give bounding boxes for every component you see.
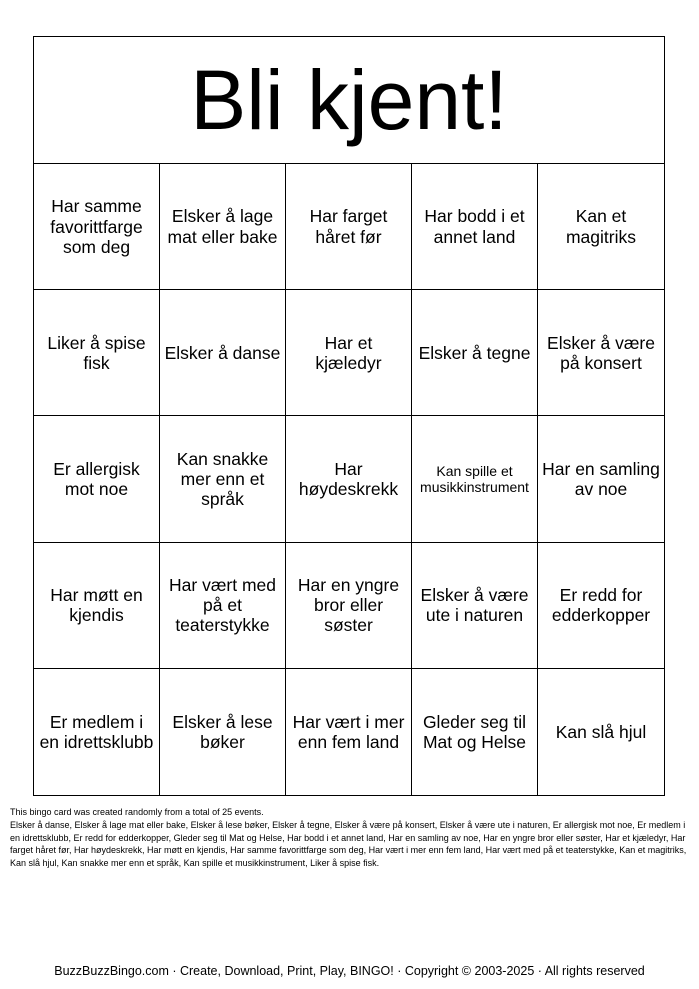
bingo-cell: Elsker å være ute i naturen	[412, 543, 538, 669]
bingo-cell: Har bodd i et annet land	[412, 164, 538, 290]
bingo-cell: Liker å spise fisk	[34, 290, 160, 416]
bingo-cell: Har høydeskrekk	[286, 416, 412, 542]
bingo-grid	[34, 164, 664, 795]
bingo-cell: Er medlem i en idrettsklubb	[34, 669, 160, 795]
bingo-cell: Har en yngre bror eller søster	[286, 543, 412, 669]
bingo-cell: Har samme favorittfarge som deg	[34, 164, 160, 290]
bingo-cell: Elsker å lese bøker	[160, 669, 286, 795]
info-intro: This bingo card was created randomly from a total of 25 events.	[10, 807, 264, 817]
bingo-cell: Gleder seg til Mat og Helse	[412, 669, 538, 795]
bingo-cell: Har et kjæledyr	[286, 290, 412, 416]
bingo-cell: Er allergisk mot noe	[34, 416, 160, 542]
bingo-card	[33, 36, 665, 796]
card-title: Bli kjent!	[34, 37, 664, 164]
bingo-cell: Kan et magitriks	[538, 164, 664, 290]
bingo-cell: Kan slå hjul	[555, 721, 647, 742]
bingo-cell: Har møtt en kjendis	[34, 543, 160, 669]
bingo-cell: Har vært med på et teaterstykke	[160, 543, 286, 669]
bingo-cell: Kan spille et musikkinstrument	[412, 416, 538, 542]
bingo-cell: Kan snakke mer enn et språk	[160, 416, 286, 542]
bingo-cell: Har en samling av noe	[538, 416, 664, 542]
bingo-cell: Elsker å danse	[160, 290, 286, 416]
footer-copyright: BuzzBuzzBingo.com · Create, Download, Print, Play, BINGO! · Copyright © 2003-2025 · All rights reserved	[54, 964, 645, 978]
bingo-cell: Elsker å lage mat eller bake	[160, 164, 286, 290]
bingo-cell: Elsker å være på konsert	[538, 290, 664, 416]
bingo-cell: Har vært i mer enn fem land	[286, 669, 412, 795]
bingo-cell: Har farget håret før	[286, 164, 412, 290]
bingo-cell: Elsker å tegne	[412, 290, 538, 416]
bingo-cell: Er redd for edderkopper	[538, 543, 664, 669]
card-info	[10, 806, 690, 870]
info-events-list: Elsker å danse, Elsker å lage mat eller bake, Elsker å lese bøker, Elsker å tegne, Elsker å være på konsert, Elsker å være ute i naturen, Er allergisk mot noe, Er medlem i en idrettsklubb, Er redd for edderkopper, Gleder seg til Mat og Helse, Har bodd i et annet land, Har en samling av noe, Har en yngre bror eller søster, Har et kjæledyr, Har farget håret før, Har høydeskrekk, Har møtt en kjendis, Har samme favorittfarge som deg, Har vært i mer enn fem land, Har vært med på et teaterstykke, Kan et magitriks, Kan slå hjul, Kan snakke mer enn et språk, Kan spille et musikkinstrument, Liker å spise fisk.	[10, 819, 687, 869]
